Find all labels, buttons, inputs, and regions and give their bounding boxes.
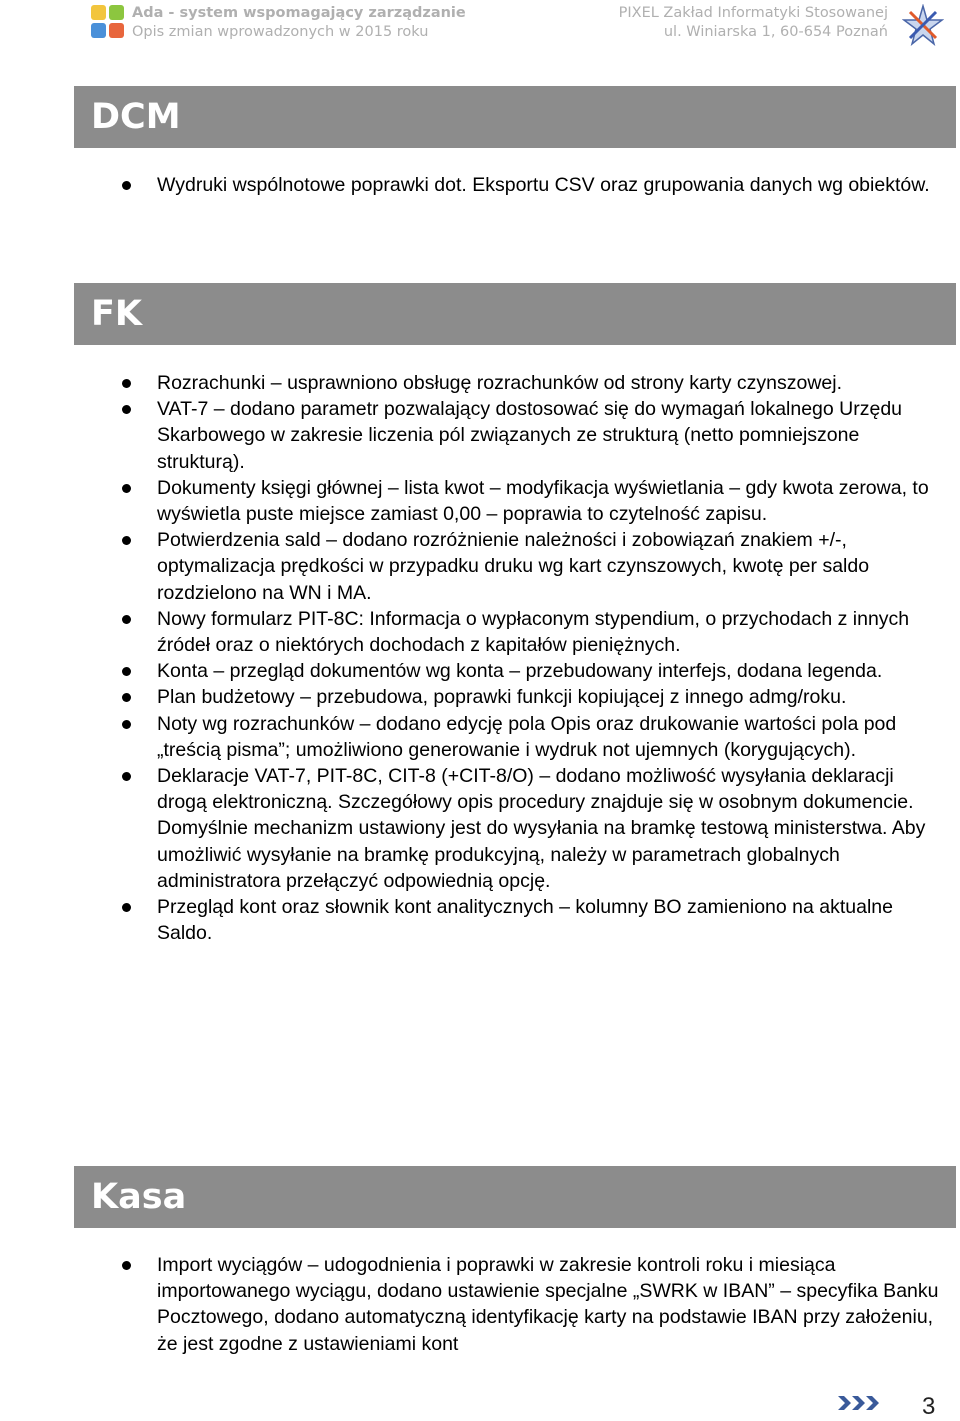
section-heading-kasa: Kasa — [74, 1166, 956, 1228]
list-item-text: Deklaracje VAT-7, PIT-8C, CIT-8 (+CIT-8/O) – dodano możliwość wysyłania deklaracji drogą elektroniczną. Szczegółowy opis procedury znajduje się w osobnym dokumencie. Domyślnie mechanizm ustawiony jest do wysyłania na bramkę testową ministerstwa. Aby umożliwić wysyłanie na bramkę produkcyjną, należy w parametrach globalnych administratora przełączyć odpowiednią opcję. — [157, 765, 926, 892]
list-item — [0, 1252, 960, 1357]
list-item — [0, 370, 960, 396]
list-item-text: Plan budżetowy – przebudowa, poprawki funkcji kopiującej z innego admg/roku. — [157, 686, 847, 709]
bullet-icon — [122, 667, 131, 676]
list-item — [0, 763, 960, 894]
bullet-icon — [122, 720, 131, 729]
section-heading-dcm: DCM — [74, 86, 956, 148]
bullet-icon — [122, 181, 131, 190]
squares-logo-icon — [90, 4, 126, 40]
page-number: 3 — [922, 1393, 936, 1420]
list-item — [0, 711, 960, 763]
bullet-icon — [122, 379, 131, 388]
header-right-text — [619, 4, 888, 42]
kasa-list — [0, 1252, 960, 1357]
doc-subtitle: Opis zmian wprowadzonych w 2015 roku — [132, 24, 429, 40]
list-item-text: Konta – przegląd dokumentów wg konta – przebudowany interfejs, dodana legenda. — [157, 660, 883, 683]
header-left-text — [132, 4, 466, 42]
bullet-icon — [122, 903, 131, 912]
list-item-text: Potwierdzenia sald – dodano rozróżnienie należności i zobowiązań znakiem +/-, optymalizacja prędkości w przypadku druku wg kart czynszowych, kwotę per saldo rozdzielono na WN i MA. — [157, 529, 870, 604]
triple-chevron-right-icon — [838, 1394, 888, 1412]
bullet-icon — [122, 536, 131, 545]
list-item-text: Nowy formularz PIT-8C: Informacja o wypłaconym stypendium, o przychodach z innych źródeł oraz o niektórych dochodach z kapitałów pieniężnych. — [157, 607, 910, 657]
list-item — [0, 475, 960, 527]
list-item — [0, 527, 960, 606]
list-item — [0, 658, 960, 684]
star-x-logo-icon — [902, 4, 944, 46]
bullet-icon — [122, 405, 131, 414]
list-item — [0, 606, 960, 658]
bullet-icon — [122, 772, 131, 781]
page-header — [0, 0, 960, 44]
list-item-text: Wydruki wspólnotowe poprawki dot. Eksportu CSV oraz grupowania danych wg obiektów. — [157, 174, 930, 196]
dcm-list — [0, 172, 960, 198]
app-title: Ada - system wspomagający zarządzanie — [132, 5, 466, 21]
bullet-icon — [122, 1261, 131, 1270]
list-item — [0, 396, 960, 475]
bullet-icon — [122, 693, 131, 702]
list-item — [0, 172, 960, 198]
list-item — [0, 894, 960, 946]
bullet-icon — [122, 615, 131, 624]
company-address: ul. Winiarska 1, 60-654 Poznań — [663, 24, 888, 40]
company-name: PIXEL Zakład Informatyki Stosowanej — [618, 5, 888, 21]
list-item-text: Noty wg rozrachunków – dodano edycję pola Opis oraz drukowanie wartości pola pod „treścią pisma”; umożliwiono generowanie i wydruk not ujemnych (korygujących). — [157, 712, 897, 761]
section-heading-fk: FK — [74, 283, 956, 345]
list-item-text: Rozrachunki – usprawniono obsługę rozrachunków od strony karty czynszowej. — [157, 372, 843, 394]
list-item-text: Import wyciągów – udogodnienia i poprawki w zakresie kontroli roku i miesiąca importowanego wyciągu, dodano ustawienie specjalne „SWRK w IBAN” – specyfika Banku Pocztowego, dodano automatyczną identyfikację karty na podstawie IBAN przy założeniu, że jest zgodne z ustawieniami kont — [157, 1254, 939, 1355]
bullet-icon — [122, 484, 131, 493]
list-item-text: Przegląd kont oraz słownik kont analitycznych – kolumny BO zamieniono na aktualne Saldo. — [157, 896, 893, 945]
fk-list — [0, 370, 960, 946]
list-item-text: VAT-7 – dodano parametr pozwalający dostosować się do wymagań lokalnego Urzędu Skarbowego w zakresie liczenia pól związanych ze strukturą (netto pomniejszone strukturą). — [157, 398, 903, 473]
list-item-text: Dokumenty księgi głównej – lista kwot – modyfikacja wyświetlania – gdy kwota zerowa, to wyświetla puste miejsce zamiast 0,00 – poprawia to czytelność zapisu. — [157, 476, 929, 526]
list-item — [0, 684, 960, 710]
